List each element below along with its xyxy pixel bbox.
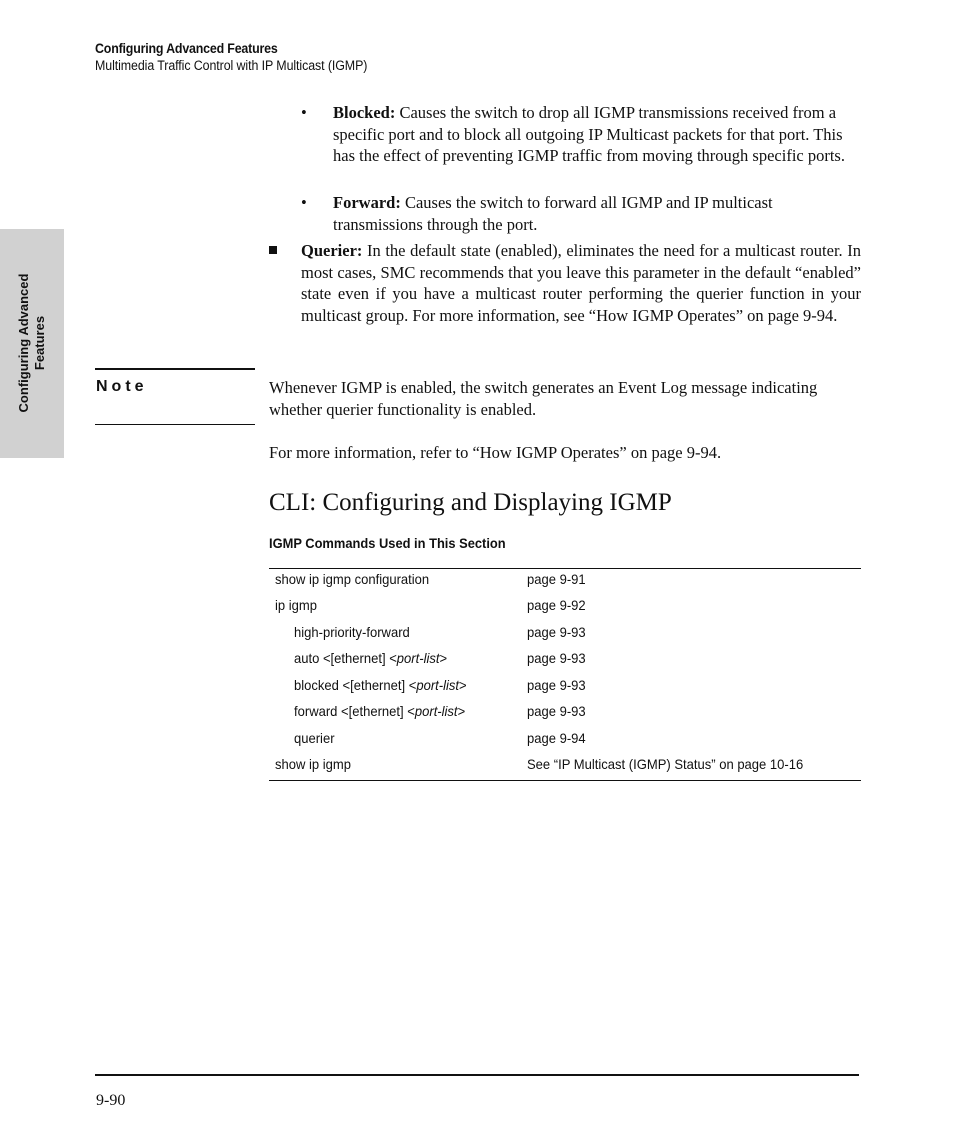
page-ref-cell: page 9-93 <box>527 677 586 693</box>
page-number: 9-90 <box>96 1092 126 1109</box>
bullet-blocked <box>301 102 861 167</box>
bullet-dot: • <box>301 193 307 212</box>
table-row <box>269 571 861 597</box>
bullet-querier <box>269 240 861 326</box>
command-cell <box>294 624 410 640</box>
bullet-text: Causes the switch to forward all IGMP and IP multicast transmissions through the port. <box>333 193 773 234</box>
table-row <box>269 650 861 676</box>
page-ref-cell: See “IP Multicast (IGMP) Status” on page 10-16 <box>527 756 804 772</box>
note-paragraph-1: Whenever IGMP is enabled, the switch generates an Event Log message indicating whether querier functionality is enabled. <box>269 378 818 419</box>
table-top-rule <box>269 568 861 569</box>
command-text: ip igmp <box>275 597 317 613</box>
note-rule-bottom <box>95 424 255 425</box>
command-tail: > <box>439 650 448 666</box>
page-ref-cell: page 9-93 <box>527 624 586 640</box>
command-arg: port-list <box>396 650 440 666</box>
bullet-term: Forward: <box>333 193 401 212</box>
command-text: auto <[ethernet] < <box>294 650 397 666</box>
command-cell <box>275 571 429 587</box>
side-tab-line-1: Configuring Advanced <box>16 273 31 413</box>
page-ref-cell: page 9-94 <box>527 730 586 746</box>
chapter-side-tab <box>0 229 64 458</box>
table-row <box>269 730 861 756</box>
command-tail: > <box>459 677 467 693</box>
section-heading: CLI: Configuring and Displaying IGMP <box>269 489 672 516</box>
page-ref-cell: page 9-91 <box>527 571 586 587</box>
command-text: blocked <[ethernet] < <box>294 677 417 693</box>
bullet-term: Querier: <box>301 241 363 260</box>
command-tail: > <box>457 703 466 719</box>
table-row <box>269 756 861 782</box>
table-row <box>269 677 861 703</box>
bullet-text: In the default state (enabled), eliminates the need for a multicast router. In most cases, SMC recommends that you leave this parameter in the default “enabled” state even if you have a multicast router performing the querier function in your multicast group. For more information, see “How IGMP Operates” on page 9-94. <box>301 241 861 325</box>
footer-rule <box>95 1074 859 1076</box>
command-text: high-priority-forward <box>294 624 410 640</box>
note-paragraph-2: For more information, refer to “How IGMP Operates” on page 9-94. <box>269 443 722 462</box>
table-row <box>269 703 861 729</box>
command-cell <box>294 730 335 746</box>
table-row <box>269 597 861 623</box>
note-label: Note <box>96 378 148 395</box>
bullet-dot: • <box>301 103 307 122</box>
bullet-text: Causes the switch to drop all IGMP transmissions received from a specific port and to block all outgoing IP Multicast packets for that port. This has the effect of preventing IGMP traffic from moving through specific ports. <box>333 103 845 165</box>
command-text: show ip igmp configuration <box>275 571 430 587</box>
square-bullet-icon <box>269 246 277 254</box>
command-cell <box>294 703 465 719</box>
table-bottom-rule <box>269 780 861 781</box>
command-cell <box>275 756 351 772</box>
bullet-term: Blocked: <box>333 103 396 122</box>
command-cell <box>294 650 447 666</box>
running-header-subtitle: Multimedia Traffic Control with IP Multicast (IGMP) <box>95 58 368 73</box>
command-cell <box>294 677 467 693</box>
page-ref-cell: page 9-93 <box>527 703 586 719</box>
page-ref-cell: page 9-92 <box>527 597 586 613</box>
command-text: show ip igmp <box>275 756 351 772</box>
chapter-side-tab-label <box>16 243 48 443</box>
note-rule-top <box>95 368 255 370</box>
bullet-forward <box>301 192 861 235</box>
command-arg: port-list <box>416 677 460 693</box>
command-cell <box>275 597 317 613</box>
command-arg: port-list <box>414 703 458 719</box>
page-ref-cell: page 9-93 <box>527 650 586 666</box>
command-text: forward <[ethernet] < <box>294 703 415 719</box>
running-header-title: Configuring Advanced Features <box>95 41 278 56</box>
command-text: querier <box>294 730 335 746</box>
side-tab-line-2: Features <box>32 315 47 371</box>
table-caption: IGMP Commands Used in This Section <box>269 535 506 551</box>
table-row <box>269 624 861 650</box>
